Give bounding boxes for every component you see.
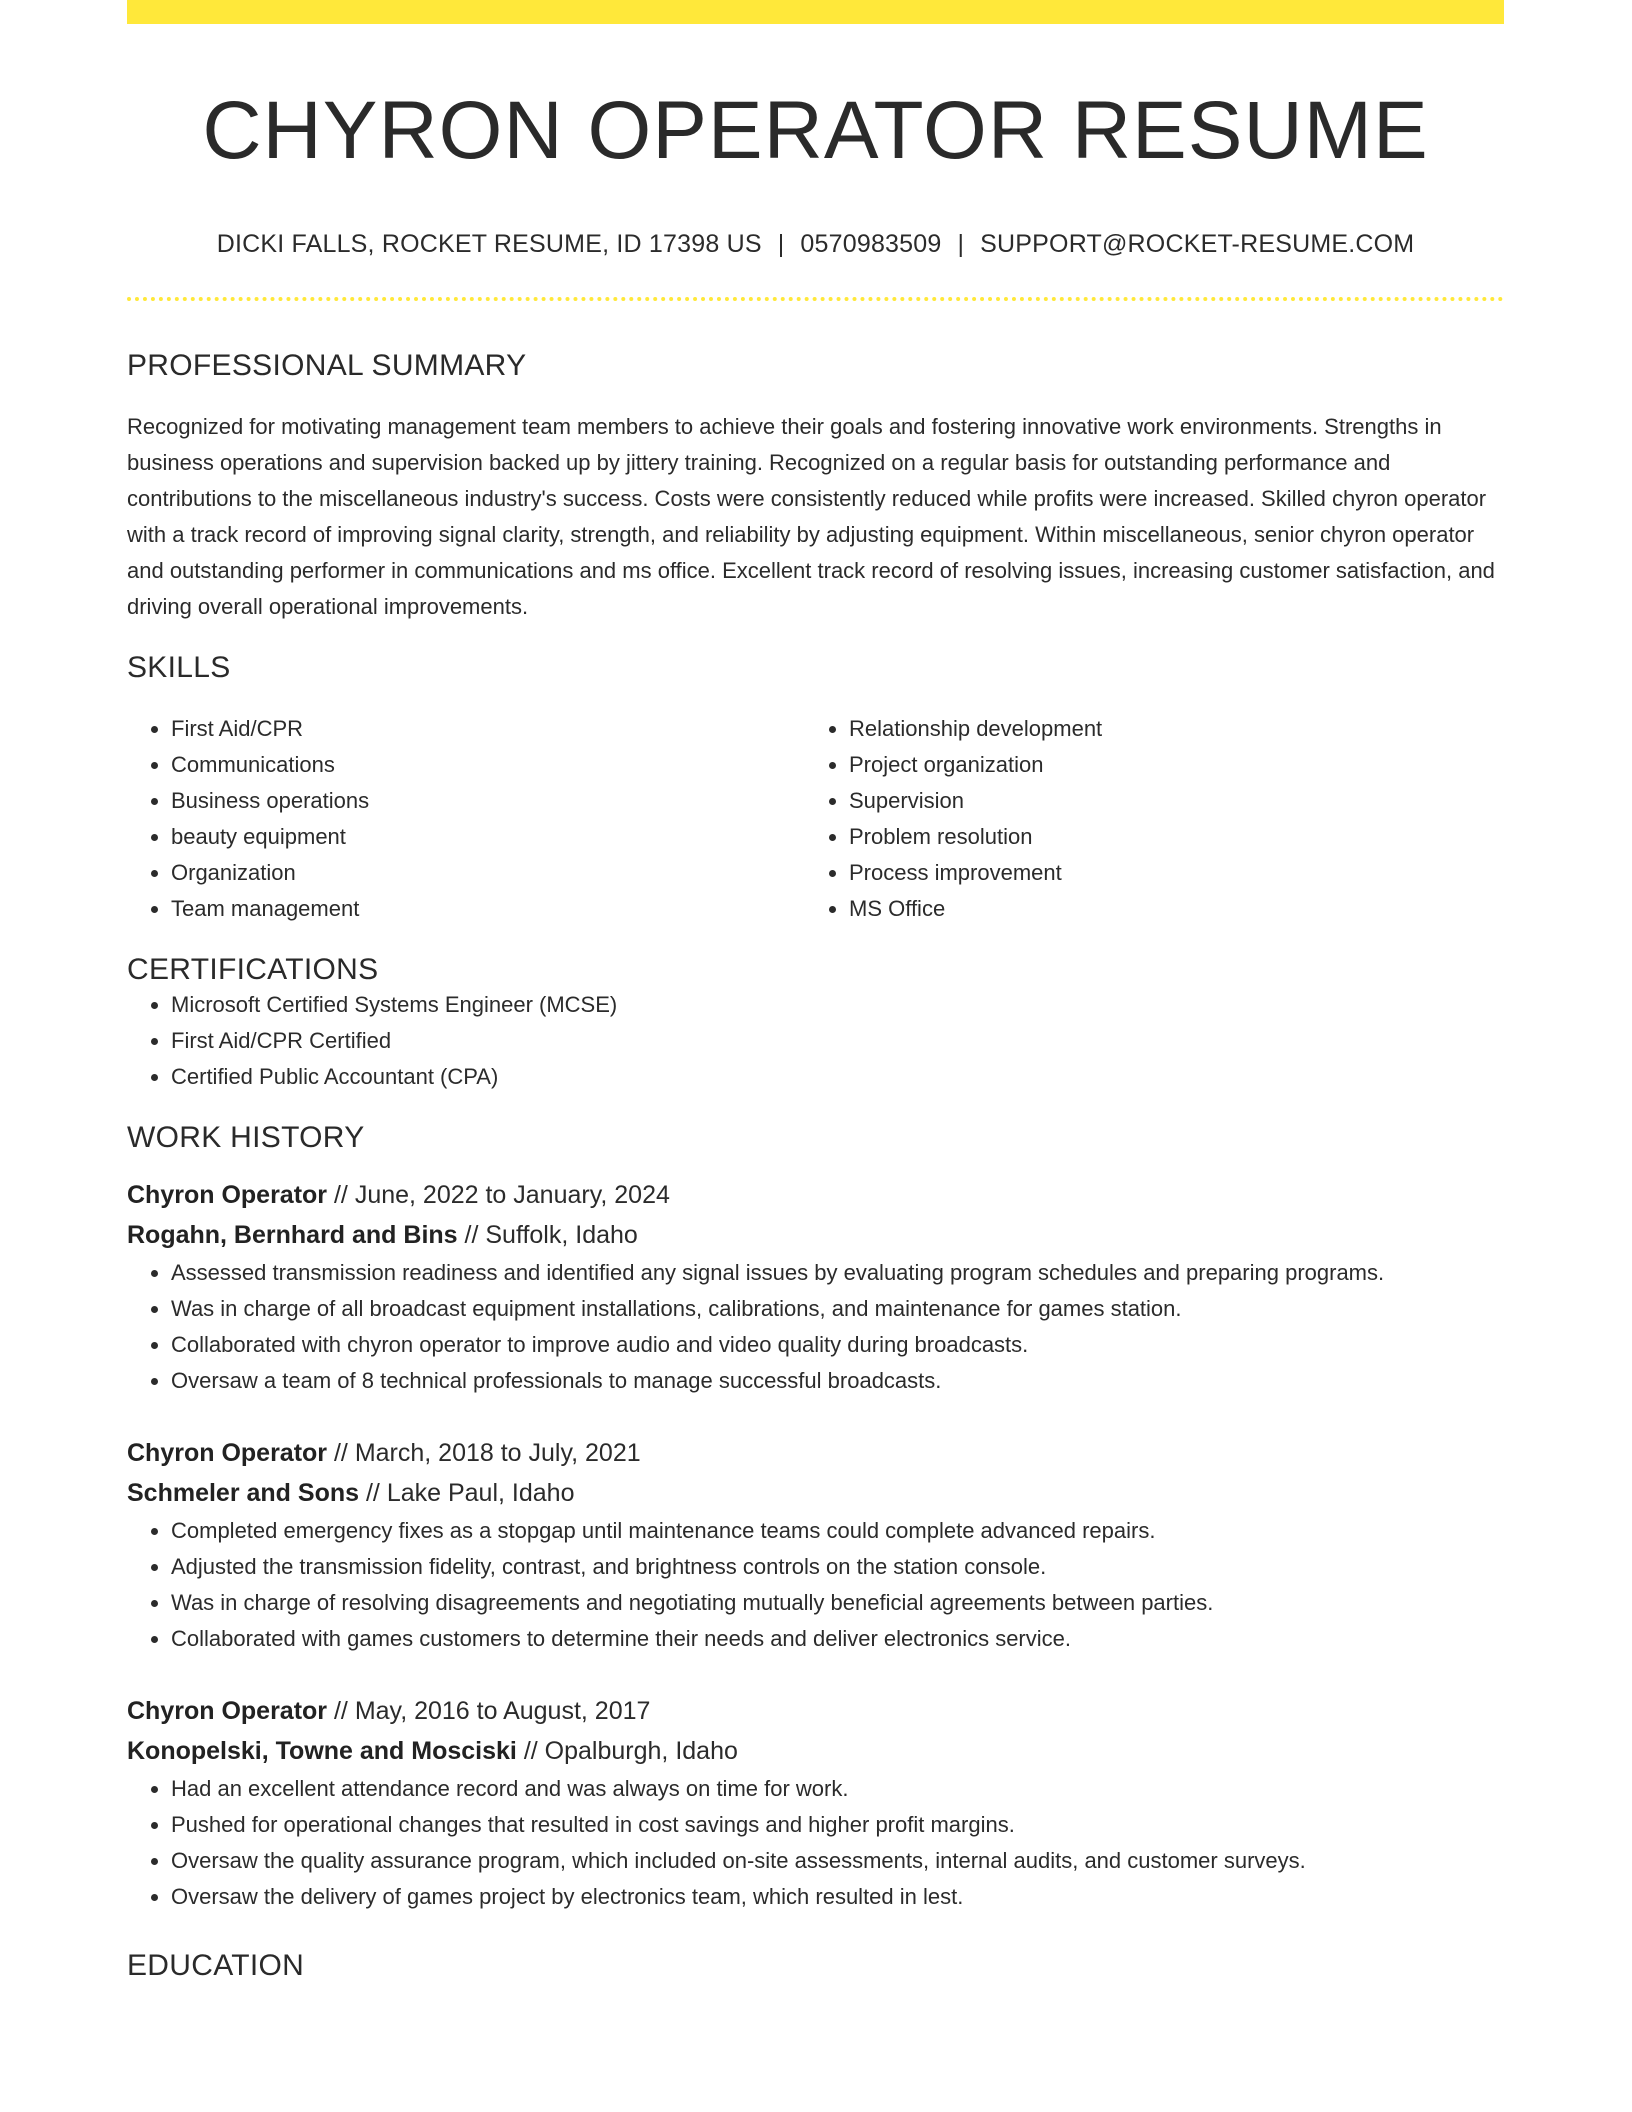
- skill-item: • First Aid/CPR: [171, 711, 805, 747]
- job-bullets: [127, 1771, 1504, 1915]
- contact-address: DICKI FALLS, ROCKET RESUME, ID 17398 US: [216, 230, 762, 259]
- certifications-list: [127, 987, 1504, 1095]
- job-company: Konopelski, Towne and Mosciski: [127, 1737, 517, 1766]
- skills-column-right: [805, 711, 1483, 927]
- job-entry: [127, 1175, 1504, 1399]
- resume-page: [127, 0, 1504, 1983]
- skill-item: • Team management: [171, 891, 805, 927]
- skill-item: • Process improvement: [849, 855, 1483, 891]
- job-bullet: • Collaborated with chyron operator to improve audio and video quality during broadcasts.: [171, 1327, 1504, 1363]
- job-title-line: [127, 1175, 1504, 1215]
- contact-line: [127, 230, 1504, 259]
- job-company-line: [127, 1473, 1504, 1513]
- skill-item: • Problem resolution: [849, 819, 1483, 855]
- job-bullet: • Oversaw the delivery of games project by electronics team, which resulted in lest.: [171, 1879, 1504, 1915]
- accent-top-bar: [127, 0, 1504, 24]
- job-bullets: [127, 1513, 1504, 1657]
- job-company: Schmeler and Sons: [127, 1479, 360, 1508]
- job-bullet: • Completed emergency fixes as a stopgap until maintenance teams could complete advanced repairs.: [171, 1513, 1504, 1549]
- job-title: Chyron Operator: [127, 1181, 328, 1210]
- job-title: Chyron Operator: [127, 1439, 328, 1468]
- job-bullet: • Collaborated with games customers to determine their needs and deliver electronics service.: [171, 1621, 1504, 1657]
- job-bullet: • Had an excellent attendance record and was always on time for work.: [171, 1771, 1504, 1807]
- certification-item: • First Aid/CPR Certified: [171, 1023, 1504, 1059]
- skills-heading: SKILLS: [127, 651, 231, 685]
- contact-separator: |: [957, 230, 965, 259]
- job-title-line: [127, 1433, 1504, 1473]
- job-title-line: [127, 1691, 1504, 1731]
- education-heading: EDUCATION: [127, 1949, 305, 1983]
- skill-item: • Organization: [171, 855, 805, 891]
- job-company-line: [127, 1731, 1504, 1771]
- skills-grid: [127, 711, 1504, 927]
- job-entry: [127, 1433, 1504, 1657]
- work-history-heading: WORK HISTORY: [127, 1121, 365, 1155]
- job-bullet: • Assessed transmission readiness and identified any signal issues by evaluating program schedules and preparing programs.: [171, 1255, 1504, 1291]
- job-location: // Opalburgh, Idaho: [523, 1737, 738, 1766]
- skill-item: • MS Office: [849, 891, 1483, 927]
- certifications-heading: CERTIFICATIONS: [127, 953, 379, 987]
- contact-separator: |: [777, 230, 785, 259]
- job-dates: // May, 2016 to August, 2017: [333, 1697, 651, 1726]
- job-title: Chyron Operator: [127, 1697, 328, 1726]
- job-bullet: • Oversaw a team of 8 technical professionals to manage successful broadcasts.: [171, 1363, 1504, 1399]
- skills-list-left: [127, 711, 805, 927]
- job-dates: // June, 2022 to January, 2024: [333, 1181, 670, 1210]
- job-dates: // March, 2018 to July, 2021: [333, 1439, 641, 1468]
- skills-list-right: [805, 711, 1483, 927]
- skill-item: • Project organization: [849, 747, 1483, 783]
- skill-item: • Business operations: [171, 783, 805, 819]
- dotted-divider: [127, 297, 1504, 301]
- job-bullet: • Pushed for operational changes that resulted in cost savings and higher profit margins.: [171, 1807, 1504, 1843]
- skills-column-left: [127, 711, 805, 927]
- summary-heading: PROFESSIONAL SUMMARY: [127, 349, 527, 383]
- contact-phone: 0570983509: [800, 230, 942, 259]
- job-bullets: [127, 1255, 1504, 1399]
- certification-item: • Microsoft Certified Systems Engineer (MCSE): [171, 987, 1504, 1023]
- job-bullet: • Was in charge of all broadcast equipment installations, calibrations, and maintenance for games station.: [171, 1291, 1504, 1327]
- job-bullet: • Oversaw the quality assurance program, which included on-site assessments, internal audits, and customer surveys.: [171, 1843, 1504, 1879]
- job-company: Rogahn, Bernhard and Bins: [127, 1221, 458, 1250]
- skill-item: • Relationship development: [849, 711, 1483, 747]
- skill-item: • Communications: [171, 747, 805, 783]
- skill-item: • Supervision: [849, 783, 1483, 819]
- summary-text: Recognized for motivating management team members to achieve their goals and fostering innovative work environments. Strengths in business operations and supervision backed up by jittery training. Recognized on a regular basis for outstanding performance and contributions to the miscellaneous industry's success. Costs were consistently reduced while profits were increased. Skilled chyron operator with a track record of improving signal clarity, strength, and reliability by adjusting equipment. Within miscellaneous, senior chyron operator and outstanding performer in communications and ms office. Excellent track record of resolving issues, increasing customer satisfaction, and driving overall operational improvements.: [127, 414, 1495, 620]
- job-location: // Lake Paul, Idaho: [365, 1479, 575, 1508]
- job-entry: [127, 1691, 1504, 1915]
- contact-email: SUPPORT@ROCKET-RESUME.COM: [980, 230, 1415, 259]
- job-company-line: [127, 1215, 1504, 1255]
- job-bullet: • Was in charge of resolving disagreements and negotiating mutually beneficial agreements between parties.: [171, 1585, 1504, 1621]
- job-bullet: • Adjusted the transmission fidelity, contrast, and brightness controls on the station console.: [171, 1549, 1504, 1585]
- skill-item: • beauty equipment: [171, 819, 805, 855]
- certification-item: • Certified Public Accountant (CPA): [171, 1059, 1504, 1095]
- job-location: // Suffolk, Idaho: [464, 1221, 638, 1250]
- resume-title: CHYRON OPERATOR RESUME: [202, 85, 1429, 176]
